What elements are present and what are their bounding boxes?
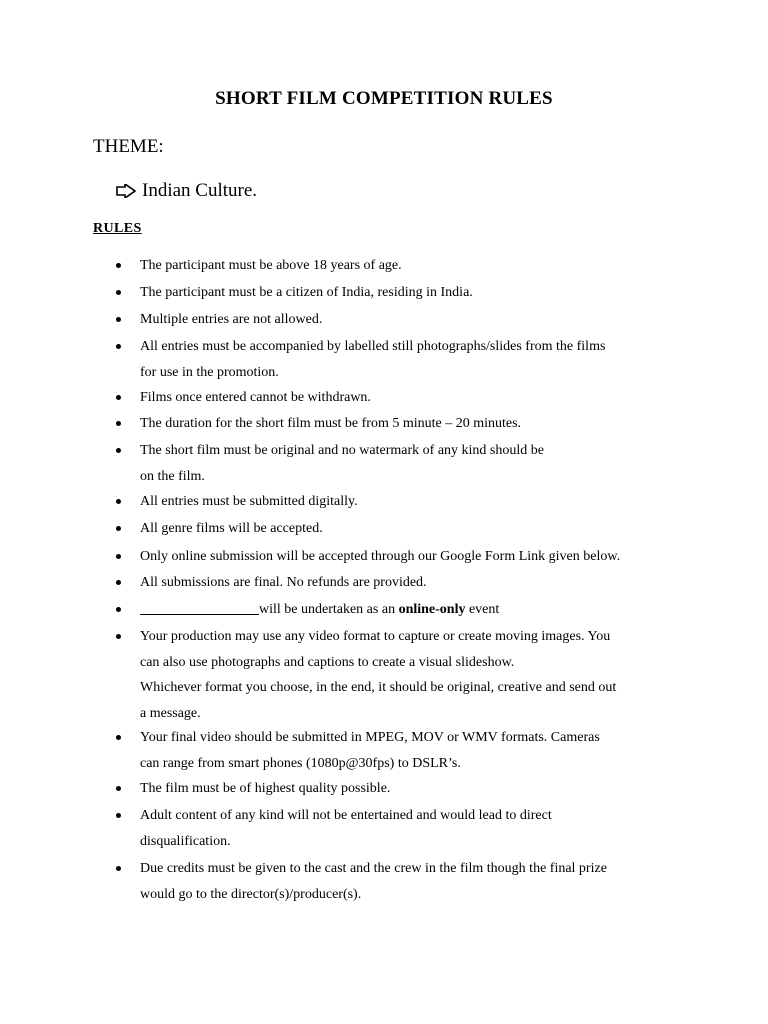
rules-heading: RULES (93, 221, 142, 236)
bullet-dot-icon (116, 344, 121, 349)
rule-line: Your production may use any video format to capture or create moving images. You (140, 629, 611, 644)
rule-text (140, 803, 676, 854)
bullet-dot-icon (116, 607, 121, 612)
bullet-dot-icon (116, 634, 121, 639)
rule-item (116, 544, 676, 570)
rule-item (116, 570, 676, 596)
bullet-dot-icon (116, 448, 121, 453)
rule-line: a message. (140, 705, 201, 721)
rule-text (140, 597, 676, 623)
rule-text (140, 776, 676, 802)
rule-item (116, 438, 676, 489)
rule-text-bold: online-only (398, 602, 466, 617)
fill-in-blank (140, 602, 259, 617)
rule-item (116, 334, 676, 385)
rule-text-pre: will be undertaken as an (259, 602, 399, 617)
rule-line: Due credits must be given to the cast and the crew in the film though the final prize (140, 861, 607, 876)
rule-text (140, 856, 676, 907)
rule-text (140, 385, 676, 411)
rule-item (116, 489, 676, 515)
rule-item (116, 856, 676, 907)
rule-line: All entries must be submitted digitally. (140, 494, 358, 509)
rule-line: on the film. (140, 468, 205, 484)
rule-text (140, 624, 676, 726)
bullet-dot-icon (116, 786, 121, 791)
bullet-dot-icon (116, 813, 121, 818)
bullet-dot-icon (116, 735, 121, 740)
rule-text (140, 544, 676, 570)
rule-text (140, 280, 676, 306)
rule-text (140, 489, 676, 515)
bullet-dot-icon (116, 580, 121, 585)
rule-item (116, 280, 676, 306)
bullet-dot-icon (116, 290, 121, 295)
rule-line: can also use photographs and captions to create a visual slideshow. (140, 654, 515, 670)
rule-item (116, 803, 676, 854)
bullet-dot-icon (116, 263, 121, 268)
rule-text (140, 334, 676, 385)
rule-line: The participant must be above 18 years of age. (140, 258, 402, 273)
rule-line: All entries must be accompanied by labelled still photographs/slides from the films (140, 339, 606, 354)
document-title: SHORT FILM COMPETITION RULES (215, 88, 553, 109)
bullet-dot-icon (116, 866, 121, 871)
bullet-dot-icon (116, 395, 121, 400)
rule-line: All genre films will be accepted. (140, 521, 323, 536)
rule-line: disqualification. (140, 833, 231, 849)
rule-item (116, 624, 676, 726)
rule-text (140, 307, 676, 333)
rule-item (116, 776, 676, 802)
rule-line: Whichever format you choose, in the end, it should be original, creative and send out (140, 680, 617, 695)
rule-line: for use in the promotion. (140, 364, 279, 380)
rule-line: The participant must be a citizen of India, residing in India. (140, 285, 473, 300)
rule-line: The duration for the short film must be from 5 minute – 20 minutes. (140, 416, 522, 431)
rule-item (116, 307, 676, 333)
rule-text (140, 411, 676, 437)
rule-item (116, 253, 676, 279)
theme-item-label: Indian Culture. (142, 180, 258, 201)
rule-item (116, 411, 676, 437)
bullet-dot-icon (116, 526, 121, 531)
bullet-dot-icon (116, 554, 121, 559)
rule-text (140, 570, 676, 596)
rule-line: The short film must be original and no watermark of any kind should be (140, 443, 544, 458)
rule-line: All submissions are final. No refunds are provided. (140, 575, 427, 590)
rule-line: Only online submission will be accepted through our Google Form Link given below. (140, 549, 621, 564)
rule-text (140, 725, 676, 776)
rule-line: Your final video should be submitted in MPEG, MOV or WMV formats. Cameras (140, 730, 600, 745)
rule-text (140, 438, 676, 489)
rule-line: Films once entered cannot be withdrawn. (140, 390, 371, 405)
rule-line: Multiple entries are not allowed. (140, 312, 323, 327)
rule-item (116, 385, 676, 411)
rule-text-post: event (465, 602, 500, 617)
rule-text (140, 516, 676, 542)
theme-heading: THEME: (93, 136, 164, 157)
bullet-dot-icon (116, 421, 121, 426)
rule-item (116, 516, 676, 542)
rule-item (116, 725, 676, 776)
bullet-dot-icon (116, 499, 121, 504)
rule-line: Adult content of any kind will not be entertained and would lead to direct (140, 808, 552, 823)
rule-text (140, 253, 676, 279)
rule-line: would go to the director(s)/producer(s). (140, 886, 362, 902)
rule-item (116, 597, 676, 623)
rule-line: The film must be of highest quality possible. (140, 781, 391, 796)
rule-line: can range from smart phones (1080p@30fps) to DSLR’s. (140, 755, 461, 771)
bullet-dot-icon (116, 317, 121, 322)
